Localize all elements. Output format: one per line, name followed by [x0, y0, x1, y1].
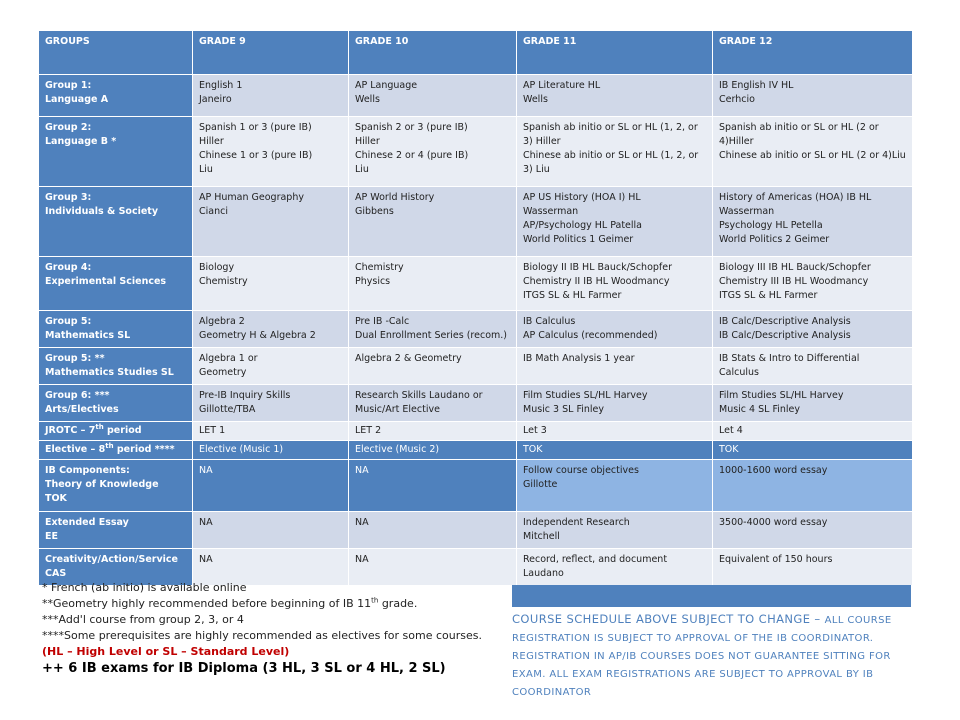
- footnote-prerequisites: ****Some prerequisites are highly recommended as electives for some courses.: [42, 629, 482, 642]
- grade-9-cell: Algebra 2 Geometry H & Algebra 2: [193, 311, 349, 348]
- grade-10-cell: Elective (Music 2): [349, 441, 517, 460]
- grade-9-cell: NA: [193, 460, 349, 512]
- table-row: [39, 187, 913, 257]
- footnote-french: * French (ab initio) is available online: [42, 581, 247, 594]
- group-cell: IB Components: Theory of Knowledge TOK: [39, 460, 193, 512]
- header-grade-12: GRADE 12: [713, 31, 913, 75]
- header-grade-9: GRADE 9: [193, 31, 349, 75]
- grade-10-cell: NA: [349, 512, 517, 549]
- grade-11-cell: Film Studies SL/HL Harvey Music 3 SL Finley: [517, 385, 713, 422]
- group-cell: Extended Essay EE: [39, 512, 193, 549]
- table-row: [39, 512, 913, 549]
- grade-11-cell: Spanish ab initio or SL or HL (1, 2, or 3) Hiller Chinese ab initio or SL or HL (1, 2, or 3) Liu: [517, 117, 713, 187]
- group-cell: Group 5: Mathematics SL: [39, 311, 193, 348]
- grade-12-cell: Equivalent of 150 hours: [713, 549, 913, 586]
- course-schedule-table: [38, 30, 913, 586]
- grade-11-cell: Follow course objectives Gillotte: [517, 460, 713, 512]
- table-row: [39, 422, 913, 441]
- grade-10-cell: LET 2: [349, 422, 517, 441]
- grade-11-cell: Record, reflect, and document Laudano: [517, 549, 713, 586]
- grade-12-cell: IB Calc/Descriptive Analysis IB Calc/Descriptive Analysis: [713, 311, 913, 348]
- grade-10-cell: NA: [349, 549, 517, 586]
- grade-11-cell: Independent Research Mitchell: [517, 512, 713, 549]
- table-row: [39, 348, 913, 385]
- header-grade-10: GRADE 10: [349, 31, 517, 75]
- grade-10-cell: Algebra 2 & Geometry: [349, 348, 517, 385]
- grade-10-cell: NA: [349, 460, 517, 512]
- grade-12-cell: IB Stats & Intro to Differential Calculus: [713, 348, 913, 385]
- group-cell: Elective – 8th period ****: [39, 441, 193, 460]
- group-cell: Creativity/Action/Service CAS: [39, 549, 193, 586]
- grade-10-cell: Research Skills Laudano or Music/Art Elective: [349, 385, 517, 422]
- table-row: [39, 257, 913, 311]
- grade-9-cell: Algebra 1 or Geometry: [193, 348, 349, 385]
- grade-12-cell: IB English IV HL Cerhcio: [713, 75, 913, 117]
- grade-11-cell: IB Math Analysis 1 year: [517, 348, 713, 385]
- footnotes: [42, 580, 482, 678]
- footnote-ib-exams: ++ 6 IB exams for IB Diploma (3 HL, 3 SL or 4 HL, 2 SL): [42, 661, 446, 676]
- table-row: [39, 75, 913, 117]
- grade-9-cell: Spanish 1 or 3 (pure IB) Hiller Chinese 1 or 3 (pure IB) Liu: [193, 117, 349, 187]
- group-cell: Group 4: Experimental Sciences: [39, 257, 193, 311]
- table-row: [39, 311, 913, 348]
- grade-12-cell: Spanish ab initio or SL or HL (2 or 4)Hiller Chinese ab initio or SL or HL (2 or 4)Liu: [713, 117, 913, 187]
- grade-12-cell: History of Americas (HOA) IB HL Wasserman Psychology HL Petella World Politics 2 Geimer: [713, 187, 913, 257]
- grade-11-cell: Biology II IB HL Bauck/Schopfer Chemistry II IB HL Woodmancy ITGS SL & HL Farmer: [517, 257, 713, 311]
- grade-11-cell: TOK: [517, 441, 713, 460]
- header-row: [39, 31, 913, 75]
- group-cell: Group 6: *** Arts/Electives: [39, 385, 193, 422]
- grade-9-cell: NA: [193, 512, 349, 549]
- table-row: [39, 385, 913, 422]
- footnote-geometry: **Geometry highly recommended before beginning of IB 11th grade.: [42, 596, 418, 610]
- grade-9-cell: Biology Chemistry: [193, 257, 349, 311]
- footnote-hl-sl: (HL – High Level or SL – Standard Level): [42, 645, 290, 658]
- group-cell: Group 2: Language B *: [39, 117, 193, 187]
- grade-12-cell: Let 4: [713, 422, 913, 441]
- table-row: [39, 460, 913, 512]
- grade-12-cell: Film Studies SL/HL Harvey Music 4 SL Finley: [713, 385, 913, 422]
- grade-11-cell: AP Literature HL Wells: [517, 75, 713, 117]
- table-row: [39, 117, 913, 187]
- table-row: [39, 441, 913, 460]
- header-grade-11: GRADE 11: [517, 31, 713, 75]
- grade-11-cell: Let 3: [517, 422, 713, 441]
- group-cell: JROTC – 7th period: [39, 422, 193, 441]
- footnote-addl-course: ***Add'l course from group 2, 3, or 4: [42, 613, 244, 626]
- grade-12-cell: 1000-1600 word essay: [713, 460, 913, 512]
- grade-11-cell: AP US History (HOA I) HL Wasserman AP/Psychology HL Patella World Politics 1 Geimer: [517, 187, 713, 257]
- disclaimer-bar: [512, 585, 911, 607]
- grade-10-cell: Pre IB -Calc Dual Enrollment Series (recom.): [349, 311, 517, 348]
- header-groups: GROUPS: [39, 31, 193, 75]
- grade-9-cell: AP Human Geography Cianci: [193, 187, 349, 257]
- group-cell: Group 3: Individuals & Society: [39, 187, 193, 257]
- group-cell: Group 5: ** Mathematics Studies SL: [39, 348, 193, 385]
- grade-10-cell: Chemistry Physics: [349, 257, 517, 311]
- grade-9-cell: Elective (Music 1): [193, 441, 349, 460]
- grade-9-cell: NA: [193, 549, 349, 586]
- grade-11-cell: IB Calculus AP Calculus (recommended): [517, 311, 713, 348]
- grade-10-cell: AP Language Wells: [349, 75, 517, 117]
- grade-9-cell: English 1 Janeiro: [193, 75, 349, 117]
- grade-10-cell: AP World History Gibbens: [349, 187, 517, 257]
- grade-12-cell: TOK: [713, 441, 913, 460]
- group-cell: Group 1: Language A: [39, 75, 193, 117]
- grade-12-cell: Biology III IB HL Bauck/Schopfer Chemistry III IB HL Woodmancy ITGS SL & HL Farmer: [713, 257, 913, 311]
- grade-9-cell: Pre-IB Inquiry Skills Gillotte/TBA: [193, 385, 349, 422]
- grade-9-cell: LET 1: [193, 422, 349, 441]
- grade-10-cell: Spanish 2 or 3 (pure IB) Hiller Chinese 2 or 4 (pure IB) Liu: [349, 117, 517, 187]
- disclaimer-text: COURSE SCHEDULE ABOVE SUBJECT TO CHANGE – ALL COURSE REGISTRATION IS SUBJECT TO APPROVAL OF THE IB COORDINATOR. REGISTRATION IN AP/IB COURSES DOES NOT GUARANTEE SITTING FOR EXAM. ALL EXAM REGISTRATIONS ARE SUBJECT TO APPROVAL BY IB COORDINATOR: [512, 612, 892, 698]
- grade-12-cell: 3500-4000 word essay: [713, 512, 913, 549]
